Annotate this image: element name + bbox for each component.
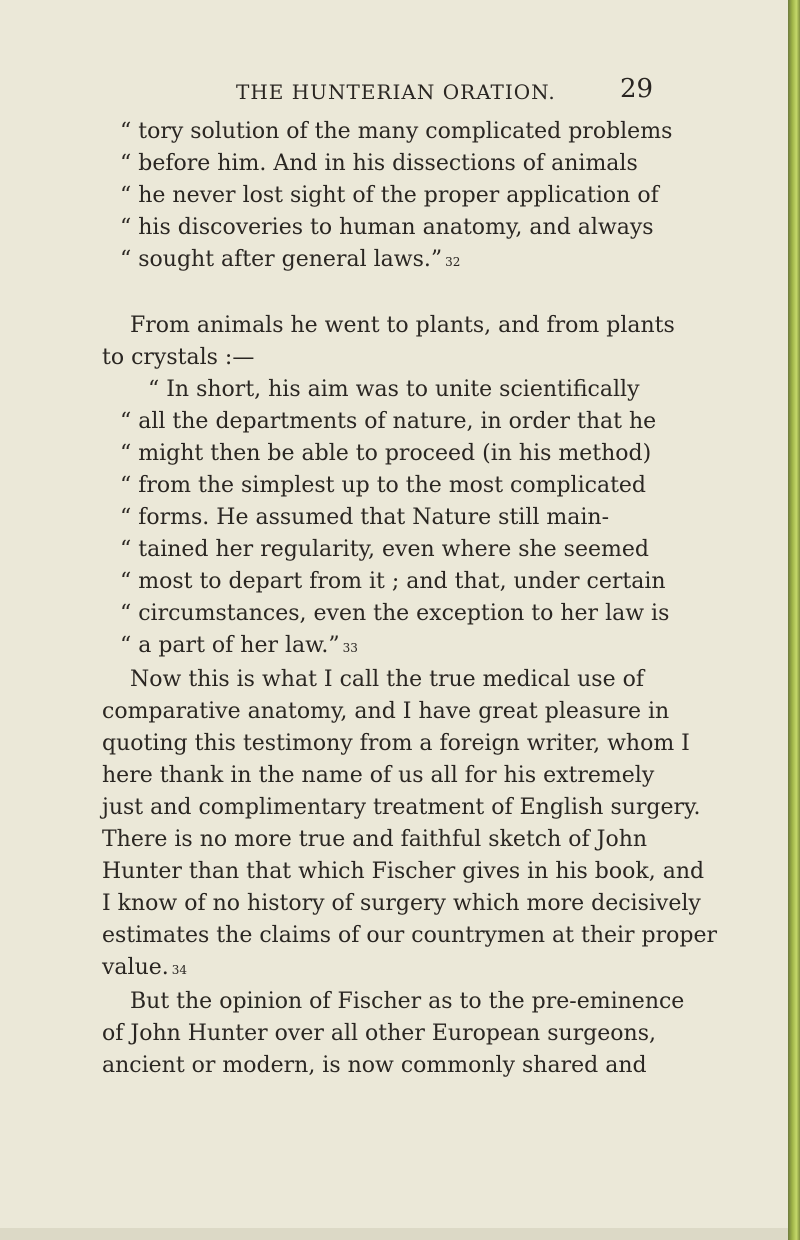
text-line: “ tained her regularity, even where she seemed	[120, 537, 649, 562]
text-line: Now this is what I call the true medical use of	[130, 667, 644, 692]
text-line: ancient or modern, is now commonly shared and	[102, 1053, 647, 1078]
quote-paragraph-1	[102, 116, 678, 276]
text-line: to crystals :—	[102, 345, 255, 370]
text-line: I know of no history of surgery which more decisively	[102, 891, 701, 916]
text-line: From animals he went to plants, and from plants	[130, 313, 675, 338]
text-line: But the opinion of Fischer as to the pre-eminence	[130, 989, 685, 1014]
text-line: “ might then be able to proceed (in his method)	[120, 441, 652, 466]
text-line: “ before him. And in his dissections of animals	[120, 151, 638, 176]
text-line: “ tory solution of the many complicated problems	[120, 119, 673, 144]
text-line: comparative anatomy, and I have great pleasure in	[102, 699, 670, 724]
running-head: THE HUNTERIAN ORATION.	[236, 80, 556, 104]
text-line: “ most to depart from it ; and that, under certain	[120, 569, 666, 594]
text-line: “ he never lost sight of the proper application of	[120, 183, 659, 208]
text-line: “ sought after general laws.” 32	[120, 247, 461, 272]
page-bottom-edge	[0, 1228, 788, 1240]
text-line: of John Hunter over all other European surgeons,	[102, 1021, 656, 1046]
text-line: Hunter than that which Fischer gives in his book, and	[102, 859, 705, 884]
body-paragraph-4	[102, 664, 718, 984]
body-paragraph-2	[102, 310, 678, 374]
text-line: “ In short, his aim was to unite scientifically	[148, 377, 640, 402]
text-line: “ from the simplest up to the most complicated	[120, 473, 647, 498]
page-number: 29	[620, 74, 654, 104]
text-line: “ circumstances, even the exception to her law is	[120, 601, 670, 626]
page-header	[0, 60, 788, 110]
text-line: value. 34	[102, 955, 188, 980]
text-line: “ a part of her law.” 33	[120, 633, 358, 658]
text-line: “ forms. He assumed that Nature still main-	[120, 505, 610, 530]
text-line: estimates the claims of our countrymen at their proper	[102, 923, 718, 948]
text-line: quoting this testimony from a foreign writer, whom I	[102, 731, 690, 756]
body-paragraph-5	[102, 986, 685, 1082]
text-line: “ his discoveries to human anatomy, and always	[120, 215, 654, 240]
text-line: “ all the departments of nature, in order that he	[120, 409, 657, 434]
quote-paragraph-3	[102, 374, 678, 662]
text-line: just and complimentary treatment of English surgery.	[102, 795, 701, 820]
text-line: There is no more true and faithful sketch of John	[102, 827, 648, 852]
text-line: here thank in the name of us all for his extremely	[102, 763, 655, 788]
book-cover-edge	[788, 0, 800, 1240]
